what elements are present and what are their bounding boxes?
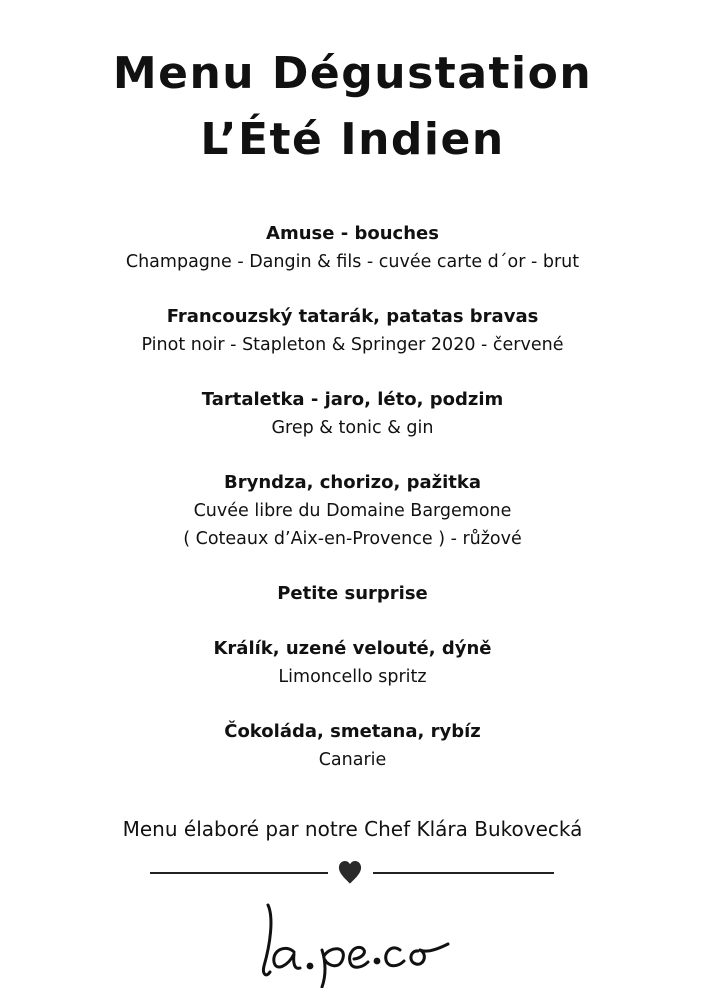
course-name: Bryndza, chorizo, pažitka bbox=[223, 472, 481, 493]
course-item bbox=[0, 469, 705, 553]
heart-icon bbox=[336, 858, 364, 886]
drink-pairing: Champagne - Dangin & fils - cuvée carte d´or - brut bbox=[125, 252, 580, 272]
course-name: Čokoláda, smetana, rybíz bbox=[224, 721, 481, 742]
course-item bbox=[0, 220, 705, 276]
menu-subtitle: L’Été Indien bbox=[200, 114, 505, 165]
course-item bbox=[0, 580, 705, 608]
restaurant-logo bbox=[250, 900, 470, 988]
drink-pairing: Canarie bbox=[318, 750, 387, 770]
course-name: Petite surprise bbox=[277, 583, 428, 604]
course-name: Francouzský tatarák, patatas bravas bbox=[166, 306, 539, 327]
course-item bbox=[0, 386, 705, 442]
menu-title: Menu Dégustation bbox=[112, 48, 593, 99]
drink-pairing: Cuvée libre du Domaine Bargemone bbox=[193, 501, 512, 521]
drink-pairing: Pinot noir - Stapleton & Springer 2020 - červené bbox=[141, 335, 564, 355]
course-name: Králík, uzené velouté, dýně bbox=[213, 638, 492, 659]
drink-pairing: Grep & tonic & gin bbox=[271, 418, 434, 438]
drink-pairing: Limoncello spritz bbox=[278, 667, 427, 687]
course-name: Tartaletka - jaro, léto, podzim bbox=[201, 389, 504, 410]
course-name: Amuse - bouches bbox=[266, 223, 439, 244]
course-list bbox=[0, 220, 705, 801]
course-item bbox=[0, 303, 705, 359]
chef-credit: Menu élaboré par notre Chef Klára Bukovecká bbox=[122, 817, 583, 841]
drink-pairing: ( Coteaux d’Aix-en-Provence ) - růžové bbox=[183, 529, 522, 549]
divider-left bbox=[150, 872, 328, 874]
course-item bbox=[0, 635, 705, 691]
divider-right bbox=[373, 872, 554, 874]
course-item bbox=[0, 718, 705, 774]
